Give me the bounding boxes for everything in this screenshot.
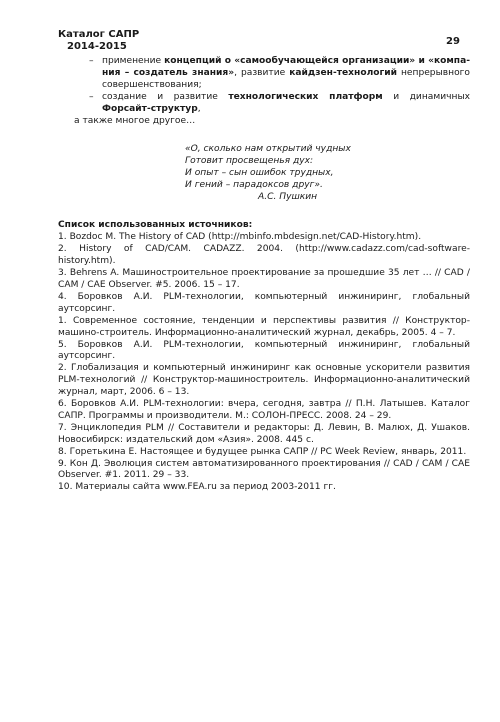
sources-title: Список использованных источников: [58, 220, 253, 231]
epigraph [185, 143, 470, 203]
text-run: непрерывного совершенствования; [102, 67, 470, 90]
header-title: Каталог САПР [58, 29, 140, 40]
bullet-dash: – [89, 91, 94, 102]
epigraph-line: Готовит просвещенья дух: [185, 156, 314, 167]
text-run: создание и развитие [102, 91, 229, 102]
epigraph-author: А.С. Пушкин [258, 192, 318, 203]
reference-item: 2. History of CAD/CAM. CADAZZ. 2004. (http://www.cadazz.com/cad-software-history.htm). [58, 244, 470, 267]
bold-phrase: концепций о «самообучающейся организации» и «компа-ния – создатель знания» [102, 56, 470, 78]
reference-item: 6. Боровков А.И. PLM-технологии: вчера, сегодня, завтра // П.Н. Латышев. Каталог САПР. Программы и производители. М.: СОЛОН-ПРЕСС. 2008. 24 – 29. [58, 399, 470, 421]
reference-item: 1. Bozdoc M. The History of CAD (http://mbinfo.mbdesign.net/CAD-History.htm). [58, 232, 422, 243]
header-years: 2014-2015 [67, 41, 127, 52]
bullet-item [58, 92, 470, 116]
reference-item: 10. Материалы сайта www.FEA.ru за период 2003-2011 гг. [58, 482, 336, 493]
reference-item: 7. Энциклопедия PLM // Составители и редакторы: Д. Левин, В. Малюх, Д. Ушаков. Новосибирск: издательский дом «Азия». 2008. 445 с. [58, 422, 470, 445]
reference-list [58, 232, 470, 494]
epigraph-line: И гений – парадоксов друг». [185, 180, 323, 191]
text-run: , развитие [234, 67, 290, 78]
bold-phrase: технологических платформ [228, 91, 383, 102]
reference-item: 4. Боровков А.И. PLM-технологии, компьютерный инжиниринг, глобальный аутсорсинг. [58, 291, 470, 314]
reference-item: 5. Боровков А.И. PLM-технологии, компьютерный инжиниринг, глобальный аутсорсинг. [58, 339, 470, 362]
bullet-dash: – [89, 56, 94, 66]
epigraph-line: «О, сколько нам открытий чудных [185, 144, 351, 155]
text-run: , [197, 103, 201, 114]
also-text: а также многое другое… [74, 115, 196, 126]
epigraph-line: И опыт – сын ошибок трудных, [185, 168, 334, 179]
reference-item: 3. Behrens A. Машиностроительное проектирование за прошедшие 35 лет … // CAD / CAM / CAE Observer. #5. 2006. 15 – 17. [58, 268, 470, 290]
reference-item: 9. Кон Д. Эволюция систем автоматизированного проектирования // CAD / CAM / CAE Observer. #1. 2011. 29 – 33. [58, 458, 470, 481]
bullet-item [58, 56, 470, 92]
page-content [58, 56, 470, 494]
reference-item: 2. Глобализация и компьютерный инжиниринг как основные ускорители развития PLM-технологий // Конструктор-машиностроитель. Информационно-аналитический журнал, март, 2006. 6 – 13. [58, 363, 470, 398]
running-header [58, 29, 139, 53]
page-number: 29 [446, 36, 460, 47]
bold-phrase: кайдзен-технологий [289, 67, 397, 78]
reference-item: 1. Современное состояние, тенденции и перспективы развития // Конструктор-машино-строитель. Информационно-аналитический журнал, декабрь, 2005. 4 – 7. [58, 315, 470, 338]
text-run: и динамичных [382, 91, 471, 102]
bold-phrase: Форсайт-структур [102, 103, 198, 114]
bullet-list [58, 56, 470, 116]
text-run: применение [102, 56, 165, 66]
reference-item: 8. Горетькина Е. Настоящее и будущее рынка САПР // PC Week Review, январь, 2011. [58, 446, 467, 457]
